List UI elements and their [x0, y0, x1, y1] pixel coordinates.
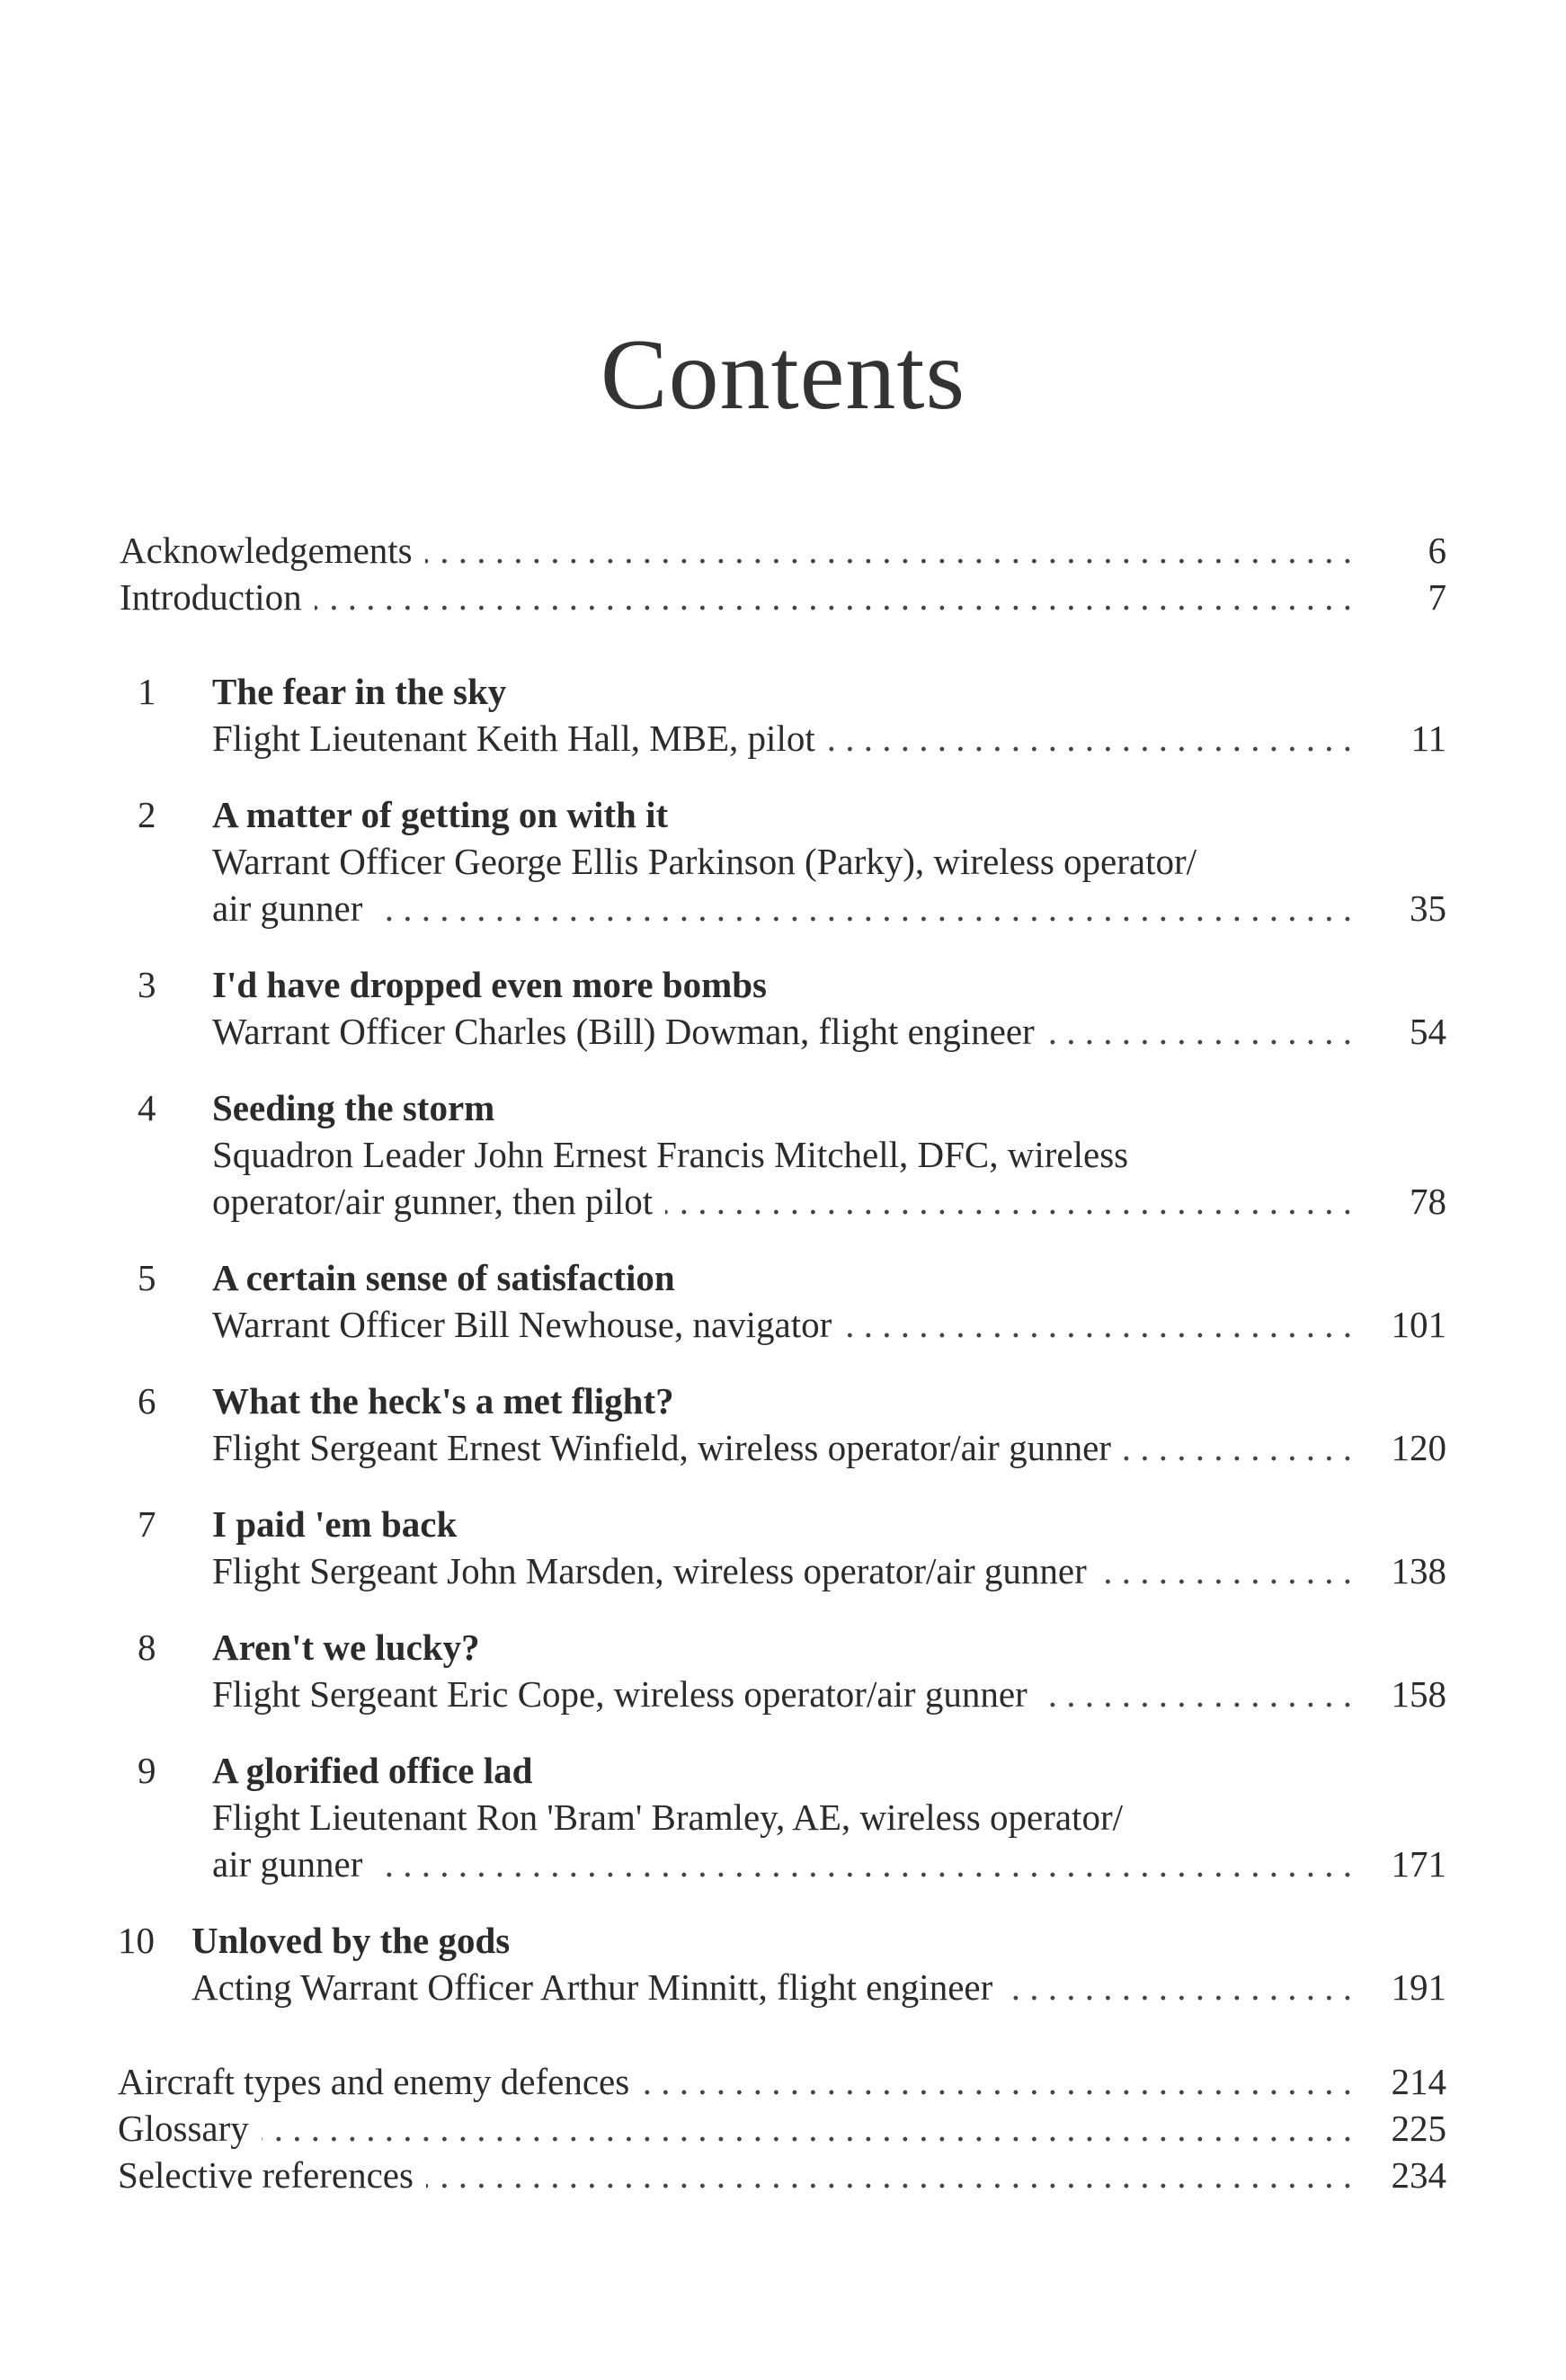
- toc-entry-introduction[interactable]: [118, 574, 1446, 620]
- page-number: 158: [1391, 1673, 1446, 1715]
- chapter-body: [118, 1377, 1446, 1471]
- dot-leader: [1099, 1547, 1352, 1594]
- chapter-subtitle-line: [212, 1794, 1446, 1841]
- entry-label: Acknowledgements: [120, 530, 413, 571]
- chapter-number: 1: [138, 671, 156, 712]
- dot-leader: [1124, 1424, 1352, 1471]
- entry-label: Glossary: [118, 2108, 249, 2149]
- chapter-title: A glorified office lad: [212, 1750, 533, 1791]
- page-number: 120: [1391, 1427, 1446, 1468]
- page-number: 101: [1391, 1304, 1446, 1345]
- dot-leader: [375, 885, 1352, 931]
- chapter-number: 7: [138, 1503, 156, 1545]
- toc-entry-selective-references[interactable]: [118, 2152, 1446, 2198]
- chapter-body: [118, 1624, 1446, 1717]
- chapter-body: [118, 668, 1446, 762]
- toc-chapter-1[interactable]: [118, 668, 1446, 762]
- front-matter: [118, 527, 1446, 620]
- chapter-subtitle: Flight Sergeant Ernest Winfield, wireless operator/air gunner: [212, 1427, 1111, 1468]
- chapter-title: Unloved by the gods: [191, 1920, 511, 1961]
- table-of-contents: [118, 527, 1446, 2198]
- chapter-number: 3: [138, 964, 156, 1005]
- chapter-number: 9: [138, 1750, 156, 1791]
- chapter-subtitle: Flight Lieutenant Ron 'Bram' Bramley, AE, wireless operator/: [212, 1796, 1123, 1838]
- chapter-title: What the heck's a met flight?: [212, 1380, 674, 1422]
- dot-leader: [425, 527, 1352, 574]
- toc-chapter-4[interactable]: [118, 1084, 1446, 1225]
- chapter-body: [118, 791, 1446, 931]
- page-number: 78: [1410, 1181, 1446, 1222]
- chapter-subtitle-line: [212, 1547, 1446, 1594]
- chapter-number: 4: [138, 1087, 156, 1128]
- toc-chapter-6[interactable]: [118, 1377, 1446, 1471]
- chapter-body: [118, 1084, 1446, 1225]
- dot-leader: [315, 574, 1352, 620]
- page-number: 234: [1391, 2154, 1446, 2196]
- chapter-body: [118, 1917, 1446, 2010]
- chapter-subtitle: air gunner: [212, 1843, 363, 1885]
- chapter-number: 5: [138, 1257, 156, 1298]
- chapter-subtitle: Acting Warrant Officer Arthur Minnitt, flight engineer: [191, 1966, 993, 2008]
- entry-label: Selective references: [118, 2154, 414, 2196]
- dot-leader: [665, 1178, 1352, 1225]
- chapter-subtitle: Warrant Officer George Ellis Parkinson (Parky), wireless operator/: [212, 841, 1197, 882]
- chapter-subtitle: air gunner: [212, 887, 363, 929]
- chapter-subtitle: Flight Sergeant Eric Cope, wireless operator/air gunner: [212, 1673, 1028, 1715]
- toc-entry-acknowledgements[interactable]: [118, 527, 1446, 574]
- chapter-title: A certain sense of satisfaction: [212, 1257, 675, 1298]
- chapter-subtitle-line: [212, 1424, 1446, 1471]
- chapter-body: [118, 961, 1446, 1055]
- chapter-subtitle: Warrant Officer Charles (Bill) Dowman, flight engineer: [212, 1011, 1035, 1052]
- chapter-body: [118, 1254, 1446, 1348]
- page-number: 214: [1391, 2061, 1446, 2102]
- dot-leader: [1005, 1964, 1352, 2010]
- chapter-number: 6: [138, 1380, 156, 1422]
- page-title: Contents: [600, 319, 966, 431]
- chapter-subtitle-line: [212, 1008, 1446, 1055]
- chapter-title: Seeding the storm: [212, 1087, 495, 1128]
- toc-chapter-7[interactable]: [118, 1501, 1446, 1594]
- chapter-subtitle-line: [191, 1964, 1446, 2010]
- chapter-body: [118, 1747, 1446, 1887]
- back-matter: [118, 2058, 1446, 2198]
- chapter-title: I'd have dropped even more bombs: [212, 964, 767, 1005]
- chapter-number: 10: [118, 1920, 155, 1961]
- dot-leader: [844, 1301, 1352, 1348]
- chapter-subtitle: operator/air gunner, then pilot: [212, 1181, 654, 1222]
- entry-label: Introduction: [120, 576, 302, 618]
- entry-label: Aircraft types and enemy defences: [118, 2061, 630, 2102]
- chapter-subtitle-line: [212, 1841, 1446, 1887]
- page-number: 138: [1391, 1550, 1446, 1591]
- toc-chapter-9[interactable]: [118, 1747, 1446, 1887]
- toc-chapter-5[interactable]: [118, 1254, 1446, 1348]
- chapter-subtitle-line: [212, 885, 1446, 931]
- dot-leader: [642, 2058, 1352, 2105]
- page-number: 7: [1428, 576, 1446, 618]
- dot-leader: [1040, 1671, 1352, 1717]
- toc-entry-glossary[interactable]: [118, 2105, 1446, 2152]
- dot-leader: [828, 715, 1352, 762]
- chapter-number: 8: [138, 1627, 156, 1668]
- page-number: 6: [1428, 530, 1446, 571]
- toc-chapter-2[interactable]: [118, 791, 1446, 931]
- page-number: 54: [1410, 1011, 1446, 1052]
- chapter-subtitle-line: [212, 838, 1446, 885]
- chapter-subtitle: Warrant Officer Bill Newhouse, navigator: [212, 1304, 832, 1345]
- chapter-number: 2: [138, 794, 156, 835]
- chapter-title: I paid 'em back: [212, 1503, 458, 1545]
- chapter-subtitle-line: [212, 1178, 1446, 1225]
- chapter-subtitle-line: [212, 1301, 1446, 1348]
- page-number: 11: [1410, 718, 1446, 759]
- chapter-subtitle: Flight Sergeant John Marsden, wireless operator/air gunner: [212, 1550, 1087, 1591]
- toc-chapter-3[interactable]: [118, 961, 1446, 1055]
- chapter-title: Aren't we lucky?: [212, 1627, 480, 1668]
- page-number: 171: [1391, 1843, 1446, 1885]
- chapter-subtitle-line: [212, 1671, 1446, 1717]
- chapter-subtitle-line: [212, 715, 1446, 762]
- dot-leader: [426, 2152, 1352, 2198]
- dot-leader: [375, 1841, 1352, 1887]
- dot-leader: [1047, 1008, 1352, 1055]
- dot-leader: [262, 2105, 1352, 2152]
- page-number: 191: [1391, 1966, 1446, 2008]
- chapter-subtitle: Squadron Leader John Ernest Francis Mitchell, DFC, wireless: [212, 1134, 1129, 1175]
- page-number: 225: [1391, 2108, 1446, 2149]
- chapter-title: The fear in the sky: [212, 671, 507, 712]
- chapter-list: [118, 668, 1446, 2010]
- chapter-subtitle-line: [212, 1131, 1446, 1178]
- chapter-subtitle: Flight Lieutenant Keith Hall, MBE, pilot: [212, 718, 815, 759]
- page-number: 35: [1410, 887, 1446, 929]
- chapter-title: A matter of getting on with it: [212, 794, 669, 835]
- toc-chapter-8[interactable]: [118, 1624, 1446, 1717]
- toc-chapter-10[interactable]: [118, 1917, 1446, 2010]
- chapter-body: [118, 1501, 1446, 1594]
- toc-entry-aircraft-types[interactable]: [118, 2058, 1446, 2105]
